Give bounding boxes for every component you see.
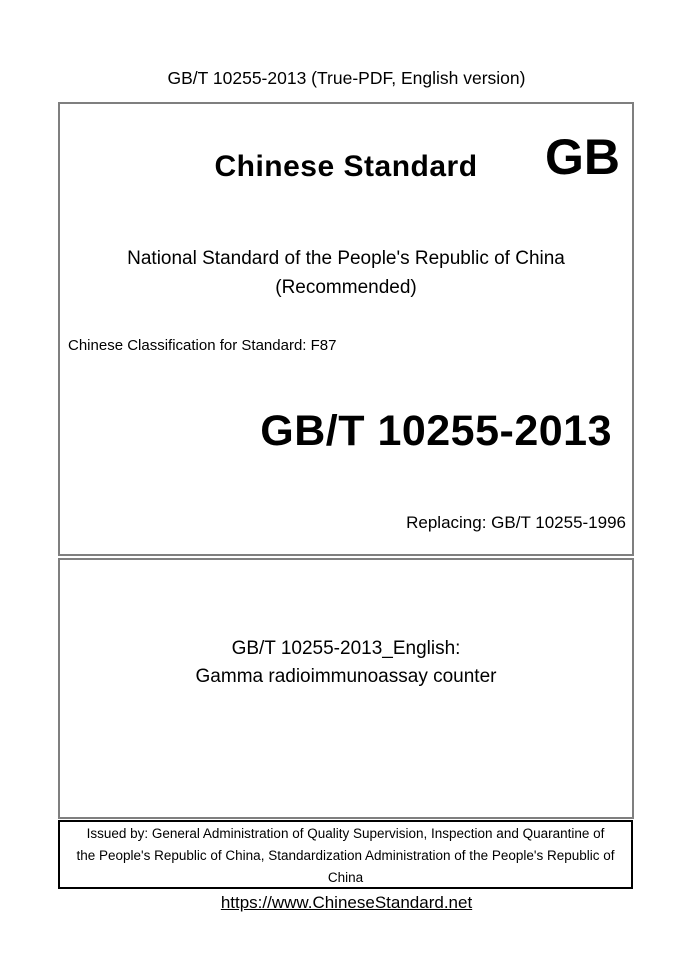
gb-logo: GB: [545, 129, 620, 185]
title-box: [58, 102, 634, 556]
footer: [0, 893, 693, 913]
english-title-box: [58, 558, 634, 819]
issued-by-line1: Issued by: General Administration of Quality Supervision, Inspection and Quarantine of: [86, 826, 605, 841]
standard-number: GB/T 10255-2013: [260, 407, 612, 455]
website-link[interactable]: https://www.ChineseStandard.net: [220, 893, 473, 912]
national-standard-line: National Standard of the People's Republic of China: [127, 248, 565, 269]
national-standard-block: [60, 244, 632, 302]
english-title-line1: GB/T 10255-2013_English:: [231, 638, 461, 659]
issued-by-line3: China: [327, 870, 364, 885]
recommended-line: (Recommended): [275, 277, 417, 298]
classification-label: Chinese Classification for Standard: F87: [68, 337, 337, 354]
document-header: GB/T 10255-2013 (True-PDF, English version): [167, 68, 526, 88]
english-title-block: [60, 635, 632, 691]
replacing-label: Replacing: GB/T 10255-1996: [406, 513, 626, 532]
issued-by-box: [58, 820, 633, 889]
issued-by-line2: the People's Republic of China, Standardization Administration of the People's Republic of: [76, 848, 615, 863]
english-title-line2: Gamma radioimmunoassay counter: [195, 666, 497, 687]
brand-title: Chinese Standard: [214, 150, 478, 183]
